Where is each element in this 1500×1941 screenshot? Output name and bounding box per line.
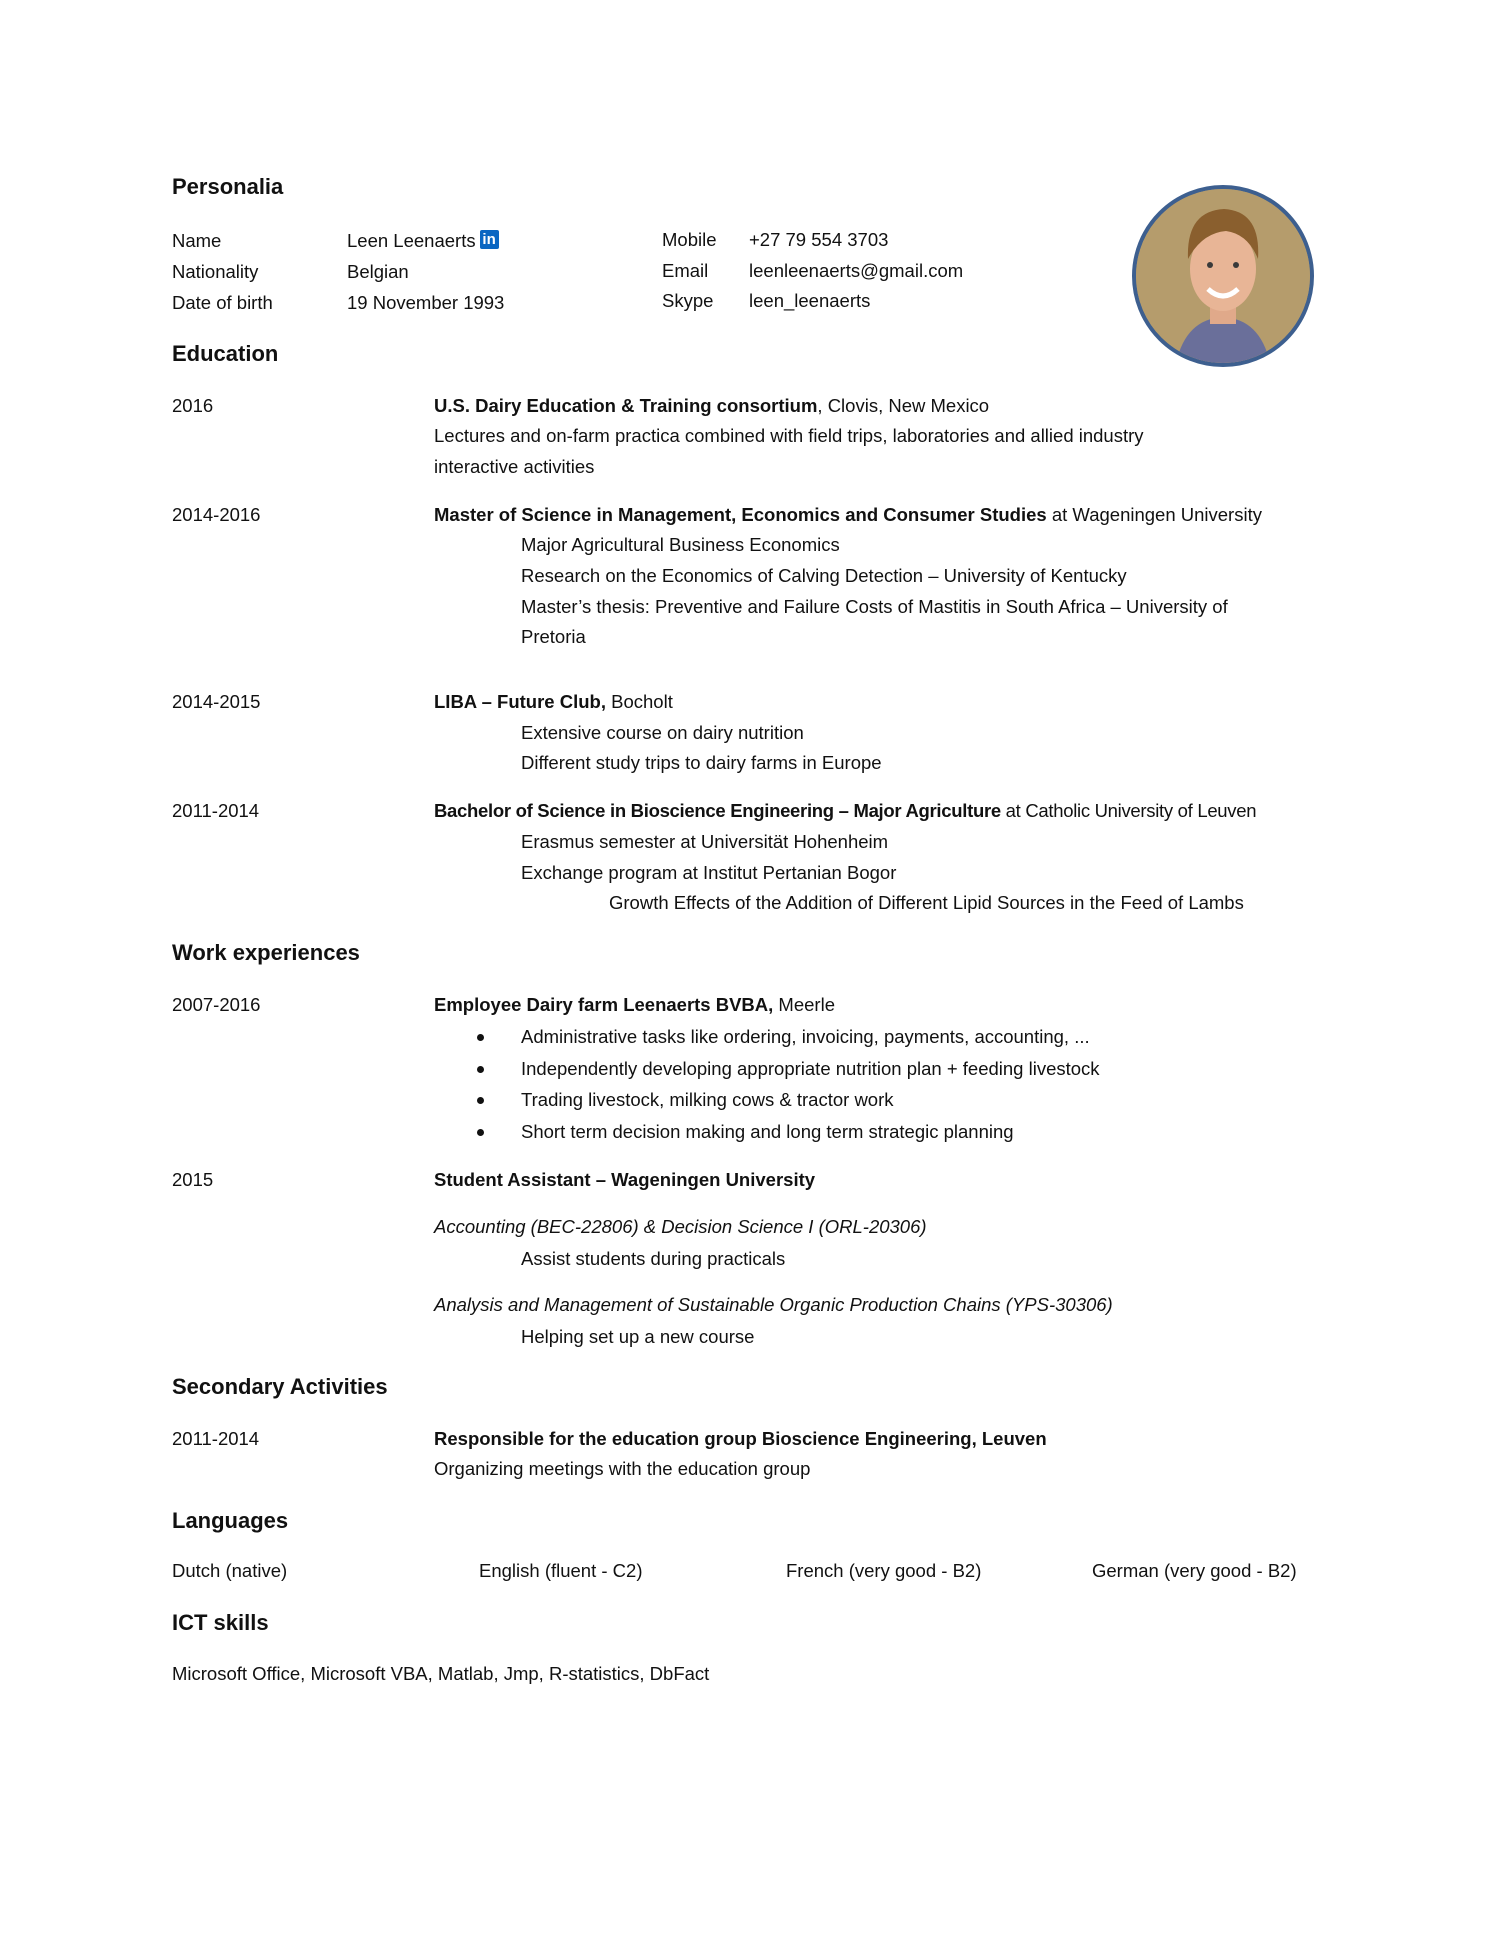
work-title-bold: Student Assistant – Wageningen University: [434, 1169, 816, 1190]
edu-title-rest: Bocholt: [605, 691, 673, 712]
section-heading-personalia: Personalia: [172, 174, 284, 199]
edu-title-bold: U.S. Dairy Education & Training consortium: [434, 395, 818, 416]
section-heading-work: Work experiences: [172, 940, 360, 965]
language-item: Dutch (native): [172, 1560, 288, 1581]
language-item: French (very good - B2): [786, 1560, 982, 1581]
edu-year: 2014-2015: [172, 691, 261, 712]
profile-photo: [1132, 185, 1314, 367]
dob-label: Date of birth: [172, 292, 273, 313]
work-title: [434, 1168, 815, 1192]
edu-line: Erasmus semester at Universität Hohenheim: [521, 831, 889, 852]
nationality-label: Nationality: [172, 261, 259, 282]
course-name: [434, 1215, 927, 1239]
edu-title-bold: LIBA – Future Club,: [434, 691, 606, 712]
linkedin-icon[interactable]: in: [480, 230, 499, 249]
edu-title: [434, 690, 673, 714]
bullet-icon: [477, 1034, 484, 1041]
mobile-value: +27 79 554 3703: [749, 229, 889, 250]
edu-line: Research on the Economics of Calving Detection – University of Kentucky: [521, 565, 1127, 586]
section-heading-education: Education: [172, 341, 279, 366]
edu-title: [434, 799, 1256, 823]
edu-line: interactive activities: [434, 456, 595, 477]
work-title-bold: Employee Dairy farm Leenaerts BVBA,: [434, 994, 774, 1015]
secondary-year: 2011-2014: [172, 1428, 260, 1449]
edu-title-bold: Bachelor of Science in Bioscience Engineering – Major Agriculture: [434, 800, 1001, 821]
course-task: Helping set up a new course: [521, 1326, 755, 1347]
mobile-label: Mobile: [662, 229, 717, 250]
bullet-icon: [477, 1129, 484, 1136]
name-value: [347, 229, 499, 253]
edu-line: Lectures and on-farm practica combined with field trips, laboratories and allied industry: [434, 425, 1144, 446]
edu-year: 2016: [172, 395, 214, 416]
bullet-icon: [477, 1066, 484, 1073]
edu-line: Master’s thesis: Preventive and Failure Costs of Mastitis in South Africa – University of: [521, 596, 1228, 617]
work-bullet: Administrative tasks like ordering, invoicing, payments, accounting, ...: [521, 1026, 1090, 1047]
work-bullet: Trading livestock, milking cows & tractor work: [521, 1089, 894, 1110]
edu-title: [434, 503, 1262, 527]
edu-title: [434, 394, 989, 418]
section-heading-languages: Languages: [172, 1508, 289, 1533]
name-label: Name: [172, 230, 222, 251]
ict-skills-text: Microsoft Office, Microsoft VBA, Matlab, Jmp, R-statistics, DbFact: [172, 1663, 710, 1684]
course-name: [434, 1293, 1113, 1317]
bullet-icon: [477, 1097, 484, 1104]
language-item: English (fluent - C2): [479, 1560, 643, 1581]
skype-value: leen_leenaerts: [749, 290, 871, 311]
dob-value: 19 November 1993: [347, 292, 505, 313]
skype-label: Skype: [662, 290, 714, 311]
edu-line: Pretoria: [521, 626, 586, 647]
email-label: Email: [662, 260, 709, 281]
edu-line: Growth Effects of the Addition of Different Lipid Sources in the Feed of Lambs: [609, 892, 1244, 913]
edu-title-rest: at Catholic University of Leuven: [1000, 800, 1257, 821]
work-title: [434, 993, 835, 1017]
language-item: German (very good - B2): [1092, 1560, 1297, 1581]
nationality-value: Belgian: [347, 261, 409, 282]
work-bullet: Short term decision making and long term strategic planning: [521, 1121, 1014, 1142]
section-heading-secondary: Secondary Activities: [172, 1374, 388, 1399]
secondary-title: [434, 1427, 1047, 1451]
edu-year: 2014-2016: [172, 504, 261, 525]
course-task: Assist students during practicals: [521, 1248, 786, 1269]
work-year: 2007-2016: [172, 994, 261, 1015]
edu-line: Exchange program at Institut Pertanian Bogor: [521, 862, 897, 883]
email-value[interactable]: leenleenaerts@gmail.com: [749, 260, 964, 281]
edu-year: 2011-2014: [172, 800, 260, 821]
edu-title-rest: , Clovis, New Mexico: [817, 395, 990, 416]
name-text: Leen Leenaerts: [347, 230, 476, 251]
secondary-line: Organizing meetings with the education group: [434, 1458, 811, 1479]
edu-title-bold: Master of Science in Management, Economics and Consumer Studies: [434, 504, 1047, 525]
course-name-text: Accounting (BEC-22806) & Decision Science I (ORL-20306): [434, 1216, 927, 1237]
edu-title-rest: at Wageningen University: [1046, 504, 1262, 525]
secondary-title-bold: Responsible for the education group Bioscience Engineering, Leuven: [434, 1428, 1047, 1449]
edu-line: Extensive course on dairy nutrition: [521, 722, 804, 743]
section-heading-ict: ICT skills: [172, 1610, 269, 1635]
work-title-rest: Meerle: [773, 994, 835, 1015]
work-year: 2015: [172, 1169, 214, 1190]
edu-line: Major Agricultural Business Economics: [521, 534, 840, 555]
work-bullet: Independently developing appropriate nutrition plan + feeding livestock: [521, 1058, 1100, 1079]
course-name-text: Analysis and Management of Sustainable Organic Production Chains (YPS-30306): [434, 1294, 1113, 1315]
edu-line: Different study trips to dairy farms in Europe: [521, 752, 882, 773]
